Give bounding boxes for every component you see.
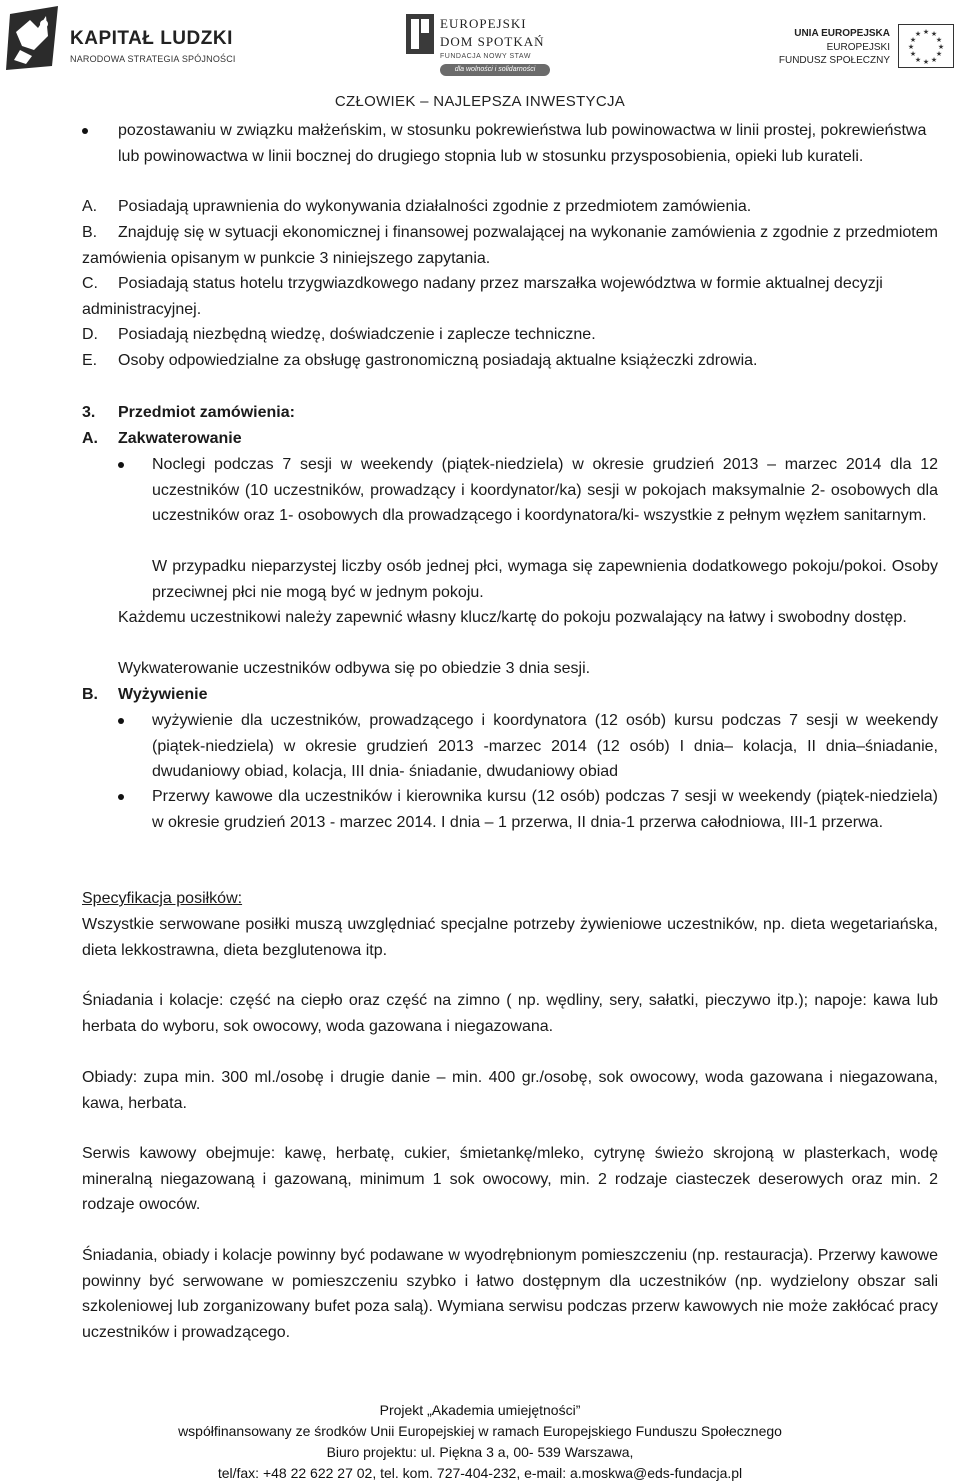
spec-paragraph-1: Wszystkie serwowane posiłki muszą uwzględniać specjalne potrzeby żywieniowe uczestników, np. dieta wegetariańska, dieta lekkostrawna, dieta bezglutenowa itp. [82, 916, 938, 959]
accommodation-key-note: Każdemu uczestnikowi należy zapewnić własny klucz/kartę do pokoju pozwalający na łatwy i swobodny dostęp. [118, 609, 907, 626]
svg-text:★: ★ [907, 44, 915, 51]
footer-funding: współfinansowany ze środków Unii Europejskiej w ramach Europejskiego Funduszu Społecznego [178, 1423, 782, 1439]
item-d-label: D. [82, 326, 98, 343]
section-3a-title: Zakwaterowanie [118, 430, 242, 447]
svg-text:★: ★ [922, 59, 930, 66]
accommodation-gender-note: W przypadku nieparzystej liczby osób jednej płci, wymaga się zapewnienia dodatkowego pokoju/pokoi. Osoby przeciwnej płci nie mogą być w jednym pokoju. [152, 558, 938, 601]
section-3a-label: A. [82, 430, 98, 447]
svg-text:★: ★ [914, 31, 922, 38]
svg-text:★: ★ [935, 51, 943, 58]
bullet-kinship: pozostawaniu w związku małżeńskim, w stosunku pokrewieństwa lub powinowactwa w linii prostej, pokrewieństwa lub powinowactwa w linii bocznej do drugiego stopnia lub w stosunku przysposobienia, opieki lub kurateli. [118, 122, 927, 165]
section-3b-label: B. [82, 686, 98, 703]
item-b-body [82, 220, 938, 271]
footer-address: Biuro projektu: ul. Piękna 3 a, 00- 539 Warszawa, [326, 1444, 634, 1460]
eds-line2: DOM SPOTKAŃ [440, 34, 545, 49]
bullet-dot-icon [82, 128, 88, 134]
footer-contact: tel/fax: +48 22 622 27 02, tel. kom. 727-404-232, e-mail: a.moskwa@eds-fundacja.pl [217, 1465, 743, 1481]
svg-text:★: ★ [930, 57, 938, 64]
eds-emblem-icon [406, 14, 434, 74]
item-a-label: A. [82, 198, 98, 215]
spec-title: Specyfikacja posiłków: [82, 890, 243, 907]
ue-line3: FUNDUSZ SPOŁECZNY [778, 55, 890, 66]
eds-line3: FUNDACJA NOWY STAW [440, 53, 531, 60]
eds-logo [406, 12, 556, 72]
item-d-text: Posiadają niezbędną wiedzę, doświadczenie i zaplecze techniczne. [118, 326, 596, 343]
kapital-ludzki-title: KAPITAŁ LUDZKI [70, 28, 233, 49]
item-c-body [82, 271, 938, 322]
accommodation-bullet: Noclegi podczas 7 sesji w weekendy (piątek-niedziela) w okresie grudzień 2013 – marzec 2014 dla 12 uczestników (10 uczestników, prowadzący i koordynator/ka) sesji w pokojach maksymalnie 2- osobowych dla uczestników oraz 1- osobowych dla prowadzącego i koordynatora/ki- wszystkie z pełnym węzłem sanitarnym. [152, 456, 938, 524]
page-header [0, 0, 960, 92]
footer-project: Projekt „Akademia umiejętności” [379, 1402, 581, 1418]
item-a-body: Posiadają uprawnienia do wykonywania działalności zgodnie z przedmiotem zamówienia. [118, 198, 752, 215]
svg-text:★: ★ [930, 31, 938, 38]
svg-text:★: ★ [909, 51, 917, 58]
section-3-title: Przedmiot zamówienia: [118, 404, 295, 421]
bullet-dot-icon [118, 462, 124, 468]
item-b-text: Znajduję się w sytuacji ekonomicznej i finansowej pozwalającej na wykonanie zamówienia z zgodnie z przedmiotem zamówienia opisanym w punkcie 3 niniejszego zapytania. [82, 224, 938, 267]
ue-line2: EUROPEJSKI [826, 42, 890, 53]
eds-line1: EUROPEJSKI [440, 16, 527, 31]
page-footer [0, 1400, 960, 1484]
section-3-number: 3. [82, 404, 96, 421]
ue-logo [762, 10, 954, 74]
spec-paragraph-3: Obiady: zupa min. 300 ml./osobę i drugie danie – min. 400 gr./osobę, sok owocowy, woda gazowana i niegazowana, kawa, herbata. [82, 1069, 938, 1112]
spec-paragraph-4: Serwis kawowy obejmuje: kawę, herbatę, cukier, śmietankę/mleko, cytrynę świeżo skrojoną w plasterkach, wodę mineralną niegazowaną i gazowaną, minimum 1 sok owocowy, min. 2 rodzaje ciasteczek deserowych oraz min. 2 rodzaje owoców. [82, 1145, 938, 1213]
kapital-ludzki-logo [6, 6, 256, 70]
svg-text:★: ★ [914, 57, 922, 64]
svg-text:★: ★ [922, 29, 930, 36]
food-bullet-1: wyżywienie dla uczestników, prowadzącego i koordynatora (12 osób) kursu podczas 7 sesji w weekendy (piątek-niedziela) w okresie grudzień 2013 -marzec 2014 (12 osób) I dnia– kolacja, II dnia–śniadanie, dwudaniowy obiad, kolacja, III dnia- śniadanie, dwudaniowy obiad [152, 712, 938, 780]
bullet-dot-icon [118, 794, 124, 800]
eu-flag-icon [898, 24, 954, 68]
item-e-text: Osoby odpowiedzialne za obsługę gastronomiczną posiadają aktualne książeczki zdrowia. [118, 352, 758, 369]
spec-paragraph-5: Śniadania, obiady i kolacje powinny być podawane w wyodrębnionym pomieszczeniu (np. restauracja). Przerwy kawowe powinny być serwowane w pomieszczeniu szybko i łatwo dostępnym dla uczestników (np. wydzielony obszar sali szkoleniowej lub zorganizowany bufet poza salą). Wymiana serwisu podczas przerw kawowych nie może zakłócać pracy uczestników i prowadzącego. [82, 1247, 938, 1341]
kapital-ludzki-subtitle: NARODOWA STRATEGIA SPÓJNOŚCI [70, 54, 236, 64]
eds-badge: dla wolności i solidarności [440, 64, 550, 76]
spec-paragraph-2: Śniadania i kolacje: część na ciepło oraz część na zimno ( np. wędliny, sery, sałatki, pieczywo itp.); napoje: kawa lub herbata do wyboru, sok owocowy, woda gazowana i niegazowana. [82, 992, 938, 1035]
section-3b-title: Wyżywienie [118, 686, 208, 703]
svg-text:★: ★ [909, 37, 917, 44]
svg-text:★: ★ [935, 37, 943, 44]
bullet-dot-icon [118, 718, 124, 724]
item-b-label: B. [82, 224, 98, 241]
svg-text:★: ★ [937, 44, 945, 51]
ue-line1: UNIA EUROPEJSKA [794, 28, 890, 39]
food-bullet-2: Przerwy kawowe dla uczestników i kierownika kursu (12 osób) podczas 7 sesji w weekendy (piątek-niedziela) w okresie grudzień 2013 - marzec 2014. I dnia – 1 przerwa, II dnia-1 przerwa całodniowa, III-1 przerwa. [152, 788, 938, 831]
header-motto: CZŁOWIEK – NAJLEPSZA INWESTYCJA [334, 93, 626, 110]
item-c-text: Posiadają status hotelu trzygwiazdkowego nadany przez marszałka województwa w formie aktualnej decyzji administracyjnej. [82, 275, 883, 318]
item-e-label: E. [82, 352, 98, 369]
accommodation-checkout: Wykwaterowanie uczestników odbywa się po obiedzie 3 dnia sesji. [118, 660, 591, 677]
kapital-ludzki-emblem-icon [6, 6, 62, 70]
item-c-label: C. [82, 275, 98, 292]
